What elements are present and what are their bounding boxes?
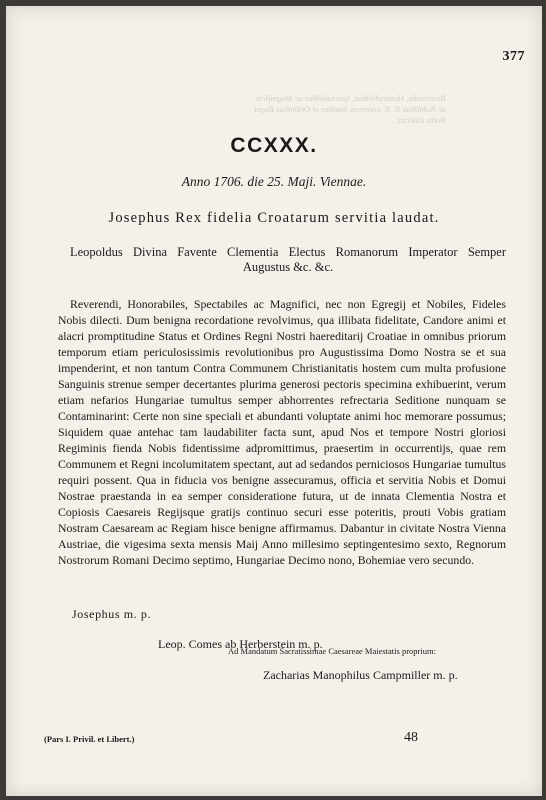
date-line: Anno 1706. die 25. Maji. Viennae. (181, 174, 367, 189)
document-heading: Josephus Rex fidelia Croatarum servitia laudat. (108, 210, 440, 226)
document-page (6, 6, 542, 796)
intitulatio: Leopoldus Divina Favente Clementia Electus Romanorum Imperator Semper Augustus &c. &c. (70, 245, 506, 274)
bleed-through-text: Reverendis, Honorabilibus, Spectabilibus ac Magnificis ac Nobilibus N. N. universis Statibus et Ordinibus Regni Nobis Dilectis. (254, 93, 446, 125)
signature-campmiller: Zacharias Manophilus Campmiller m. p. (263, 668, 458, 682)
signature-herberstein: Leop. Comes ab Herberstein m. p. (158, 637, 323, 651)
signature-josephus: Josephus m. p. (72, 607, 152, 621)
footer-signature-note: (Pars I. Privil. et Libert.) (44, 734, 135, 744)
page-number: 377 (502, 49, 525, 64)
mandate-line: Ad Mandatum Sacratissimae Caesareae Maiestatis proprium: (228, 646, 436, 656)
document-number: CCXXX. (230, 134, 318, 157)
body-text: Reverendi, Honorabiles, Spectabiles ac Magnifici, nec non Egregij et Nobiles, Fideles Nobis dilecti. Dum benigna recordatione revolvimus, qua illibata fidelitate, Candore animi et alacri promptitudine Status et Ordines Regni Nostri haereditarij Croatiae in omnibus priorum temporum etiam periculosissimis revolutionibus pro Augustissima Domo Nostra se et sua impenderint, et non tantum Contra Communem Christianitatis hostem cum multa profusione Sanguinis strenue semper decertantes plurima generosi pectoris specimina exhibuerint, verum etiam nefarios Hungariae tumultus semper abhorrentes refrectaria Seditione nunquam se Contaminarint: Certe non sine speciali et abundanti voluptate animi hoc memorare possumus; Siquidem quae antehac tam laudabiliter facta sunt, apud Nos et tempore Nostri gloriosi Regiminis fienda Nobis fidentissime adpromittimus, praesertim in occurrentijs, quae rem Communem et Regni incolumitatem spectant, aut ad sedandos perniciosos Hungariae tumultus requiri possent. Qua in fiducia vos benigne assecuramus, officia et servitia Nobis et Domui Nostrae praestanda in ea semper consideratione futura, ut de innata Clementia Nostra et Copiosis Caesareis Regijsque gratijs continuo securi esse poteritis, prouti Vobis gratiam Nostram Caesaream ac Regiam hisce benigne affirmamus. Dabantur in civitate Nostra Vienna Austriae, die vigesima sexta mensis Maij Anno millesimo septingentesimo sexto, Regnorum Nostrorum Romani Decimo septimo, Hungariae Decimo nono, Bohemiae vero secundo. (58, 297, 506, 567)
footer-sheet-number: 48 (404, 730, 418, 745)
